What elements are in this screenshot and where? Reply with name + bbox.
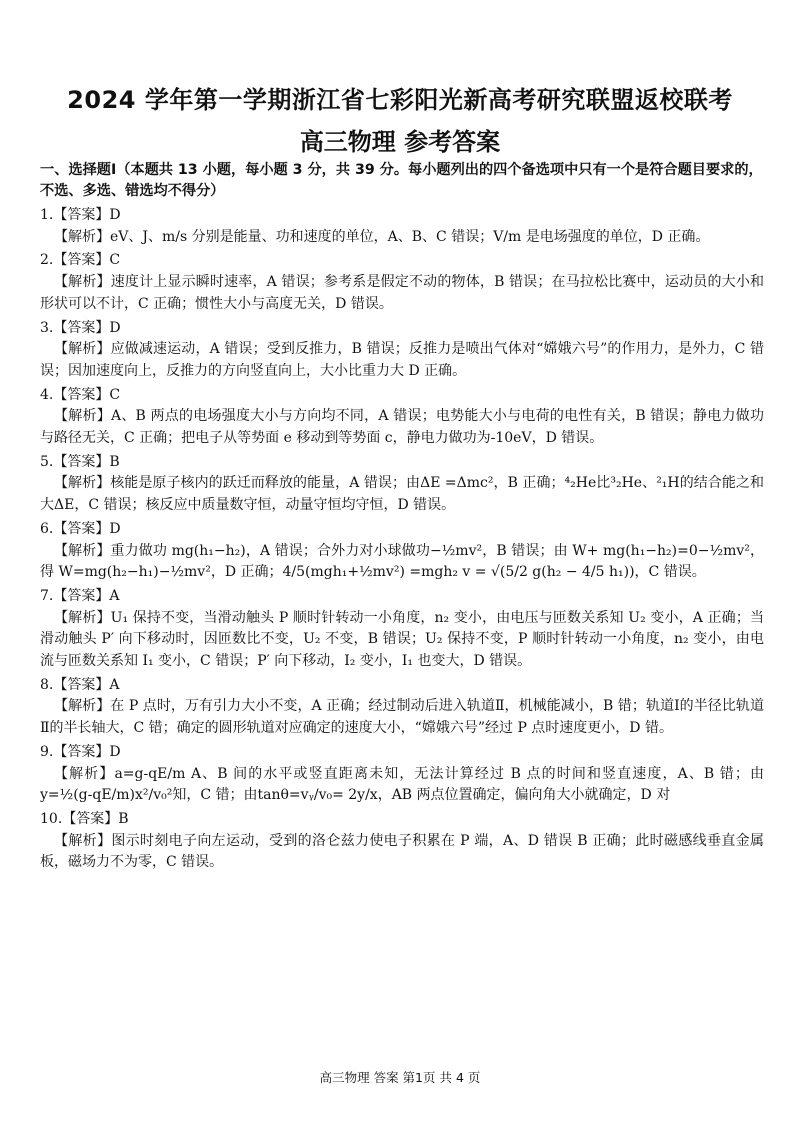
document-title: 2024 学年第一学期浙江省七彩阳光新高考研究联盟返校联考 xyxy=(67,86,733,114)
answer-item xyxy=(40,385,764,450)
answer-item xyxy=(40,205,764,248)
answer-explanation: 【解析】U₁ 保持不变，当滑动触头 P 顺时针转动一小角度，n₂ 变小，由电压与匝数关系知 U₂ 变小，A 正确；当滑动触头 P′ 向下移动时，因匝数比不变，U₂ 不变，B 错误；U₂ 保持不变，P 顺时针转动一小角度，n₂ 变小，由电流与匝数关系知 I₁ 变小，C 错误；P′ 向下移动，I₂ 变小，I₁ 也变大，D 错误。 xyxy=(40,609,764,670)
answer-item xyxy=(40,809,764,874)
answer-item xyxy=(40,586,764,673)
answer-item xyxy=(40,519,764,584)
answer-explanation: 【解析】eV、J、m/s 分别是能量、功和速度的单位，A、B、C 错误；V/m 是电场强度的单位，D 正确。 xyxy=(54,228,710,245)
answer-label: 7.【答案】A xyxy=(40,587,120,604)
answer-explanation: 【解析】速度计上显示瞬时速率，A 错误；参考系是假定不动的物体，B 错误；在马拉松比赛中，运动员的大小和形状可以不计，C 正确；惯性大小与高度无关，D 错误。 xyxy=(40,274,764,312)
answer-item xyxy=(40,675,764,740)
answer-explanation: 【解析】图示时刻电子向左运动，受到的洛仑兹力使电子积累在 P 端，A、D 错误 B 正确；此时磁感线垂直金属板，磁场力不为零，C 错误。 xyxy=(40,832,764,871)
answer-label: 9.【答案】D xyxy=(40,743,121,760)
answer-label: 10.【答案】B xyxy=(40,810,129,827)
answer-label: 8.【答案】A xyxy=(40,676,120,693)
section-heading: 一、选择题Ⅰ（本题共 13 小题，每小题 3 分，共 39 分。每小题列出的四个备选项中只有一个是符合题目要求的，不选、多选、错选均不得分） xyxy=(40,162,763,199)
answer-label: 4.【答案】C xyxy=(40,386,121,403)
answer-item xyxy=(40,452,764,517)
answer-list xyxy=(40,205,764,876)
answer-explanation: 【解析】a=g-qE/m A、B 间的水平或竖直距离未知，无法计算经过 B 点的时间和竖直速度，A、B 错；由y=½(g-qE/m)x²/v₀²知，C 错；由tanθ=vᵧ/v₀= 2y/x，AB 两点位置确定，偏向角大小就确定，D 对 xyxy=(40,765,764,804)
document-subtitle: 高三物理 参考答案 xyxy=(299,128,501,156)
answer-explanation: 【解析】在 P 点时，万有引力大小不变，A 正确；经过制动后进入轨道Ⅱ，机械能减小，B 错；轨道Ⅰ的半径比轨道Ⅱ的半长轴大，C 错；确定的圆形轨道对应确定的速度大小，“嫦娥六号”经过 P 点时速度更小，D 错。 xyxy=(40,698,764,737)
answer-explanation: 【解析】重力做功 mg(h₁−h₂)，A 错误；合外力对小球做功−½mv²，B 错误；由 W+ mg(h₁−h₂)=0−½mv²，得 W=mg(h₂−h₁)−½mv²，D 正确；4/5(mgh₁+½mv²) =mgh₂ v = √(5/2 g(h₂ − 4/5 h₁))，C 错误。 xyxy=(40,542,764,581)
answer-explanation: 【解析】核能是原子核内的跃迁而释放的能量，A 错误；由ΔE =Δmc²，B 正确；⁴₂He比³₂He、²₁H的结合能之和大ΔE，C 错误；核反应中质量数守恒，动量守恒均守恒，D 错误。 xyxy=(40,475,764,514)
answer-explanation: 【解析】应做减速运动，A 错误；受到反推力，B 错误；反推力是喷出气体对“嫦娥六号”的作用力，是外力，C 错误；因加速度向上，反推力的方向竖直向上，大小比重力大 D 正确。 xyxy=(40,341,764,379)
answer-item xyxy=(40,742,764,807)
answer-explanation: 【解析】A、B 两点的电场强度大小与方向均不同，A 错误；电势能大小与电荷的电性有关，B 错误；静电力做功与路径无关，C 正确；把电子从等势面 e 移动到等势面 c，静电力做功为-10eV，D 错误。 xyxy=(40,408,764,447)
page-footer: 高三物理 答案 第1页 共 4 页 xyxy=(319,1070,481,1085)
answer-label: 2.【答案】C xyxy=(40,252,121,269)
answer-label: 6.【答案】D xyxy=(40,520,121,537)
answer-item xyxy=(40,318,764,383)
answer-label: 5.【答案】B xyxy=(40,453,120,470)
answer-label: 3.【答案】D xyxy=(40,319,121,336)
answer-label: 1.【答案】D xyxy=(40,207,121,223)
answer-item xyxy=(40,250,764,315)
